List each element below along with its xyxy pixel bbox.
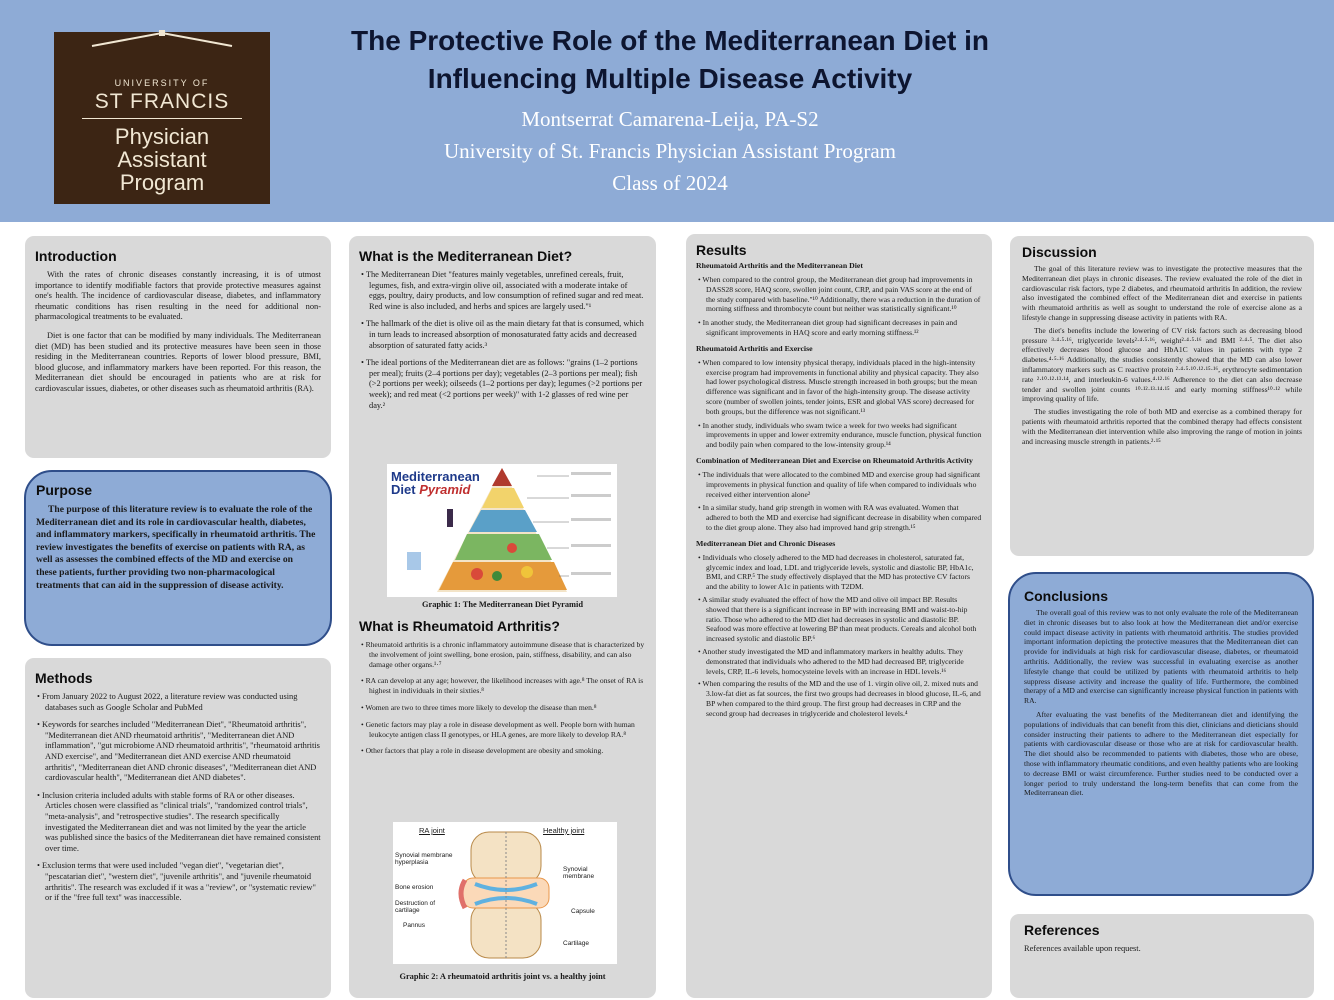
results-bullet: • A similar study evaluated the effect of how the MD and olive oil impact BP. Results showed that there is a significant increase in BP with increasing BMI and waist-to-hip ratio. Those who adhered to the MD diet had decreases in systolic and diastolic BP. Seafood was more effective at lowering BP than meat products. Cereals and alcohol both increased systolic and diastolic BP.⁶ [696,595,982,644]
conclusions-heading: Conclusions [1024,588,1109,604]
md-heading: What is the Mediterranean Diet? [359,248,573,264]
logo-program-line3: Program [119,170,205,195]
logo-program-line1: Physician [114,124,210,149]
pannus-label: Pannus [403,922,426,929]
graphic-2-caption: Graphic 2: A rheumatoid arthritis joint vs. a healthy joint [399,972,606,981]
references-panel [1010,914,1314,998]
methods-bullet: • Inclusion criteria included adults with stable forms of RA or other diseases. Articles chosen were classified as "clinical trials", "randomized control trials", "meta-analysis", and "retrospective studies". The research specifically investigated the Mediterranean diet and was not limited by the year the article was published since the basics of the Mediterranean diet have remained consistent over time. [35,791,321,855]
results-subheading-3: Combination of Mediterranean Diet and Exercise on Rheumatoid Arthritis Activity [696,455,973,465]
results-bullet: • The individuals that were allocated to the combined MD and exercise group had significant improvements in physical function and quality of life when compared to individuals who received either intervention alone² [696,470,982,499]
diet-pyramid-graphic [387,464,617,597]
results-bullet: • In another study, the Mediterranean diet group had significant decreases in pain and significant improvements in HAQ score and early morning stiffness.¹² [696,318,982,338]
title-line-2: Influencing Multiple Disease Activity [427,63,913,94]
title-line-1: The Protective Role of the Mediterranean Diet in [351,25,989,56]
results-bullet: • When comparing the results of the MD and the use of 1. virgin olive oil, 2. mixed nuts and 3.low-fat diet as fat sources, the first two groups had decreases in blood glucose, IL-6, and BP when compared to the third group. The first group had decreases in CRP and the second group had decreases in triglyceride and cholesterol levels.⁴ [696,679,982,718]
ra-bullet: • Genetic factors may play a role in disease development as well. People born with human leukocyte antigen class II genotypes, or HLA genes, are more likely to develop RA.⁸ [359,720,649,740]
results-subheading-2: Rheumatoid Arthritis and Exercise [696,343,813,353]
discussion-paragraph-3: The studies investigating the role of both MD and exercise as a combined therapy for patients with rheumatoid arthritis reported that the combined therapy had effects consistent with the Mediterranean diet intervention while also improving the range of motion in joints and increasing muscle strength in patients.²·¹⁵ [1022,407,1302,446]
md-ra-panel [349,236,656,998]
results-heading: Results [696,242,747,258]
bone-erosion-label: Bone erosion [395,884,434,891]
md-bullet: • The hallmark of the diet is olive oil as the main dietary fat that is consumed, which in turn leads to increased absorption of monosaturated fatty acids and decreased absorption of saturated fatty acids.³ [359,319,646,351]
introduction-paragraph-1: With the rates of chronic diseases constantly increasing, it is of utmost importance to identify modifiable factors that provide protective measures against one's health. The incidence of cardiovascular disease, diabetes, and inflammatory rheumatic conditions has risen resulting in the need for additional non-pharmacological treatments to be evaluated. [35,270,321,322]
md-bullet: • The Mediterranean Diet "features mainly vegetables, unrefined cereals, fruit, legumes, fish, and extra-virgin olive oil, associated with a moderate intake of eggs, poultry, dairy products, and low consumption of refined sugar and red meat. Red wine is also included, and herbs and spices are largely used."¹ [359,270,646,312]
logo-program-line2: Assistant [117,147,207,172]
methods-heading: Methods [35,670,93,686]
results-subheading-1: Rheumatoid Arthritis and the Mediterranean Diet [696,261,863,270]
destruction-label: Destruction of cartilage [395,900,436,914]
graphic-1-caption: Graphic 1: The Mediterranean Diet Pyramid [421,600,584,609]
methods-bullet: • Exclusion terms that were used included "vegan diet", "vegetarian diet", "pescatarian diet", "western diet", "juvenile arthritis", and "juvenile rheumatoid arthritis". The research was excluded if it was a "review", or "systematic review" or if the "free full text" was inaccessible. [35,861,321,903]
results-subheading-4: Mediterranean Diet and Chronic Diseases [696,538,836,548]
capsule-label: Capsule [571,908,595,915]
ra-bullet: • RA can develop at any age; however, the likelihood increases with age.⁸ The onset of RA is highest in individuals in their sixties.⁸ [359,676,649,696]
purpose-text: The purpose of this literature review is to evaluate the role of the Mediterranean diet and its role in cardiovascular health, diabetes, and inflammatory markers, specifically in rheumatoid arthritis. The review investigates the benefits of exercise on patients with RA, as well as assesses the combined effects of the MD and exercise on these patients, further providing two non-pharmacological treatments that can aid in the suppression of disease activity. [36,504,316,591]
ra-joint-label: RA joint [419,826,445,835]
synovial-hyperplasia-label: Synovial membrane hyperplasia [395,852,453,866]
class-year: Class of 2024 [612,171,728,195]
results-bullet: • Another study investigated the MD and inflammatory markers in healthy adults. They demonstrated that individuals who adhered to the MD had decreased BP, triglyceride levels, CRP, IL-6 levels, homocysteine levels with an increase in HDL levels.¹⁶ [696,647,982,676]
purpose-heading: Purpose [36,482,93,498]
introduction-paragraph-2: Diet is one factor that can be modified by many individuals. The Mediterranean diet (MD) has been studied and its protective measures have been seen in those residing in the Mediterranean countries. Reports of lower blood pressure, BMI, blood glucose, and inflammatory markers have been reported. For this reason, the Mediterranean diet should be encouraged in patients who are at risk for cardiovascular issues, diabetes, or other diseases such as rheumatoid arthritis (RA). [35,330,321,393]
logo-university-of: UNIVERSITY OF [114,78,210,88]
conclusions-paragraph-1: The overall goal of this review was to not only evaluate the role of the Mediterranean diet in chronic diseases but to also look at how the Mediterranean diet and/or exercise could impact disease activity in patients with rheumatoid arthritis. The studies provided important information depicting the protective measures that the Mediterranean diet can provide for individuals at high risk for cardiovascular disease, diabetes, or rheumatoid arthritis. Additionally, the review was successful in evaluating exercise as another lifestyle change that could be utilized by patients with rheumatoid arthritis to help suppress disease activity and increase the quality of life. Furthermore, the combined therapy of a MD and exercise can significantly increase physical function in patients with RA. [1024,608,1298,706]
ra-bullet: • Women are two to three times more likely to develop the disease than men.⁸ [359,703,649,713]
ra-bullet: • Rheumatoid arthritis is a chronic inflammatory autoimmune disease that is characterized by the involvement of joint swelling, bone erosion, pain, stiffness, disability, and can also damage other organs.¹·⁷ [359,640,649,669]
results-panel [686,234,992,998]
university-logo [54,32,270,204]
discussion-heading: Discussion [1022,244,1097,260]
methods-bullet: • Keywords for searches included "Mediterranean Diet", "Rheumatoid arthritis", "Mediterranean diet AND rheumatoid arthritis", "Mediterranean diet AND inflammation", "gut microbiome AND rheumatoid arthritis", "rheumatoid arthritis AND exercise", and "Mediterranean diet AND exercise AND rheumatoid arthritis", "Mediterranean diet AND chronic diseases", "Mediterranean diet AND cardiovascular health", "Mediterranean diet AND diabetes". [35,720,321,784]
pyramid-title-word1: Mediterranean [391,469,480,484]
logo-divider [82,118,242,119]
healthy-joint-label: Healthy joint [543,826,585,835]
introduction-panel [25,236,331,458]
affiliation: University of St. Francis Physician Assistant Program [443,139,897,163]
joint-comparison-graphic [393,822,617,964]
poster-header [0,0,1334,222]
results-bullet: • When compared to the control group, the Mediterranean diet group had improvements in DASS28 score, HAQ score, swollen joint count, CRP, and pain VAS score at the end of the study compared with baseline."¹⁰ Additionally, there was a reduction in the duration of morning stiffness and thrombocyte count but neither was statistically significant.¹⁰ [696,275,982,314]
results-bullet: • In a similar study, hand grip strength in women with RA was evaluated. Women that adhered to both the MD and exercise had significant decrease in disability when compared to the diet group alone. They also had improved hand grip strength.¹⁵ [696,503,982,532]
conclusions-panel [1008,572,1314,896]
discussion-panel [1010,236,1314,556]
results-bullet: • When compared to low intensity physical therapy, individuals placed in the high-intensity exercise program had improvements in functional ability and physical capacity. They also had lower psychological distress. Muscle strength increased in both groups; but the mean difference was significant and in favor of the high-intensity group. The disease activity score (number of swollen joints, tender joints, ESR and global VAS score) decreased for both groups, but the difference was not significant.¹³ [696,358,982,417]
logo-st-francis: ST FRANCIS [94,90,230,113]
ra-bullet: • Other factors that play a role in disease development are obesity and smoking. [359,746,649,756]
author-name: Montserrat Camarena-Leija, PA-S2 [521,107,819,131]
pyramid-drawing [387,464,617,597]
md-bullet: • The ideal portions of the Mediterranean diet are as follows: "grains (1–2 portions per meal); fruits (2–4 portions per day); vegetables (2–3 portions per meal); fish (>2 portions per week); oilseeds (1–2 portions per day); legumes (>2 portions per week); and red meat (<2 portions per week)" with 1-2 glasses of red wine per day.² [359,358,646,411]
pyramid-title-word2: Diet [391,482,416,497]
ra-heading: What is Rheumatoid Arthritis? [359,618,560,634]
discussion-paragraph-2: The diet's benefits include the lowering of CV risk factors such as decreasing blood pressure ³·⁴·⁵·¹⁶, triglyceride levels²·⁴·⁵·¹⁶, weight²·⁴·⁵·¹⁶ and BMI ²·⁴·⁵. The diet also effectively decreases blood glucose and HbA1C values in patients with type 2 diabetes.⁴·⁵·¹⁶ Additionally, the studies consistently showed that the MD can also lower inflammatory markers such as C reactive protein ²·⁴·⁵·¹⁰·¹²·¹⁵·¹⁶, erythrocyte sedimentation rate ²·¹⁰·¹²·¹³·¹⁴, and interleukin-6 values.⁴·¹²·¹⁶ Adherence to the diet can also decrease tender and swollen joint counts ¹⁰·¹²·¹³·¹⁴·¹⁵ and early morning stiffness¹⁰·¹² while improving quality of life. [1022,325,1302,404]
synovial-membrane-label: Synovial membrane [563,866,595,880]
pyramid-title-word3: Pyramid [419,482,471,497]
poster-title [290,22,1050,98]
discussion-paragraph-1: The goal of this literature review was to investigate the protective measures that the Mediterranean diet plays in chronic diseases. The review evaluated the role of the diet in cardiovascular risk factors, type 2 diabetes, and rheumatoid arthritis In addition, the review also investigated the combined effect of the Mediterranean diet and exercise in patients with rheumatoid arthritis as well as sought to understand the role of exercise alone as a lifestyle change in suppressing disease activity in patients with RA. [1022,264,1302,322]
methods-panel [25,658,331,998]
references-text: References available upon request. [1024,944,1141,953]
references-heading: References [1024,922,1100,938]
methods-bullet: • From January 2022 to August 2022, a literature review was conducted using databases such as Google Scholar and PubMed [35,692,321,713]
conclusions-paragraph-2: After evaluating the vast benefits of the Mediterranean diet and identifying the populations of individuals that can benefit from this diet, clinicians and dieticians should consider instructing their patients to adhere to the Mediterranean diet especially for patients with cardiovascular disease or those who are at risk for cardiovascular health. The diet should also be recommended to patients with diabetes, those who are obese, those with inflammatory rheumatic conditions, and even healthy patients who are looking to decrease BMI or waist circumference. Further studies need to be conducted over a longer period to truly understand the long-term benefits that can come from the Mediterranean diet. [1024,709,1298,798]
roof-icon [87,30,237,48]
results-bullet: • Individuals who closely adhered to the MD had decreases in cholesterol, saturated fat, glycemic index and load, LDL and triglyceride levels, systolic and diastolic BP, HbA1c, BMI, and CRP.⁵ The study effectively displayed that the MD has protective CV factors and the ability to lower A1c in patients with T2DM. [696,553,982,592]
results-bullet: • In another study, individuals who swam twice a week for two weeks had significant improvements in upper and lower extremity endurance, muscle function, physical function and bodily pain when compared to the low-intensity group.¹⁴ [696,421,982,450]
introduction-heading: Introduction [35,248,117,264]
cartilage-label: Cartilage [563,940,590,947]
purpose-panel [24,470,332,646]
